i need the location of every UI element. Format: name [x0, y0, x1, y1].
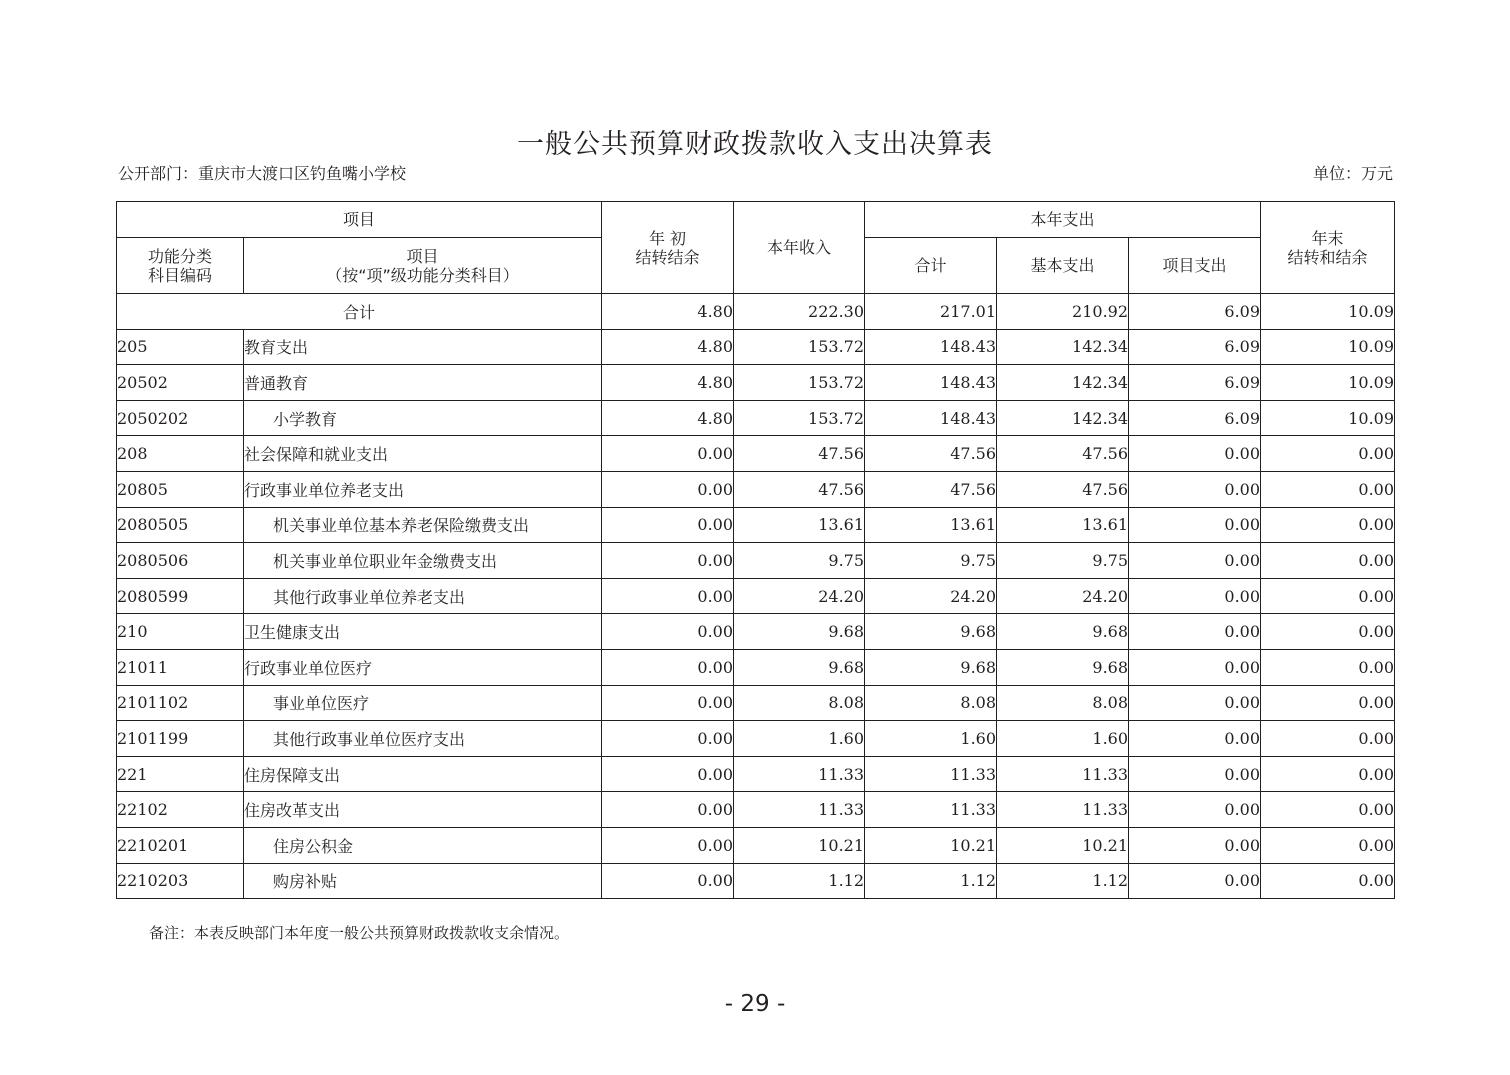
row-exp-total: 13.61	[865, 507, 997, 543]
row-income: 47.56	[734, 471, 865, 507]
table-row	[117, 863, 1395, 899]
row-exp-basic: 1.60	[997, 721, 1129, 757]
table-row	[117, 685, 1395, 721]
header-item-line2: （按“项”级功能分类科目）	[326, 265, 519, 285]
header-exp-basic: 基本支出	[997, 238, 1129, 294]
row-item-name: 小学教育	[244, 400, 602, 436]
row-exp-total: 24.20	[865, 578, 997, 614]
row-exp-project: 6.09	[1129, 365, 1261, 401]
row-exp-total: 9.68	[865, 649, 997, 685]
row-closing: 0.00	[1261, 614, 1395, 650]
row-exp-total: 9.68	[865, 614, 997, 650]
row-exp-total: 1.60	[865, 721, 997, 757]
row-exp-project: 0.00	[1129, 614, 1261, 650]
table-row	[117, 471, 1395, 507]
row-exp-project: 0.00	[1129, 863, 1261, 899]
row-opening: 0.00	[602, 543, 734, 579]
row-exp-basic: 142.34	[997, 365, 1129, 401]
row-closing: 0.00	[1261, 685, 1395, 721]
department-label: 公开部门：重庆市大渡口区钓鱼嘴小学校	[118, 164, 407, 183]
footnote: 备注：本表反映部门本年度一般公共预算财政拨款收支余情况。	[149, 924, 570, 942]
table-row	[117, 721, 1395, 757]
row-exp-project: 0.00	[1129, 507, 1261, 543]
row-exp-basic: 13.61	[997, 507, 1129, 543]
table-row	[117, 329, 1395, 365]
row-opening: 0.00	[602, 685, 734, 721]
row-closing: 0.00	[1261, 471, 1395, 507]
row-income: 24.20	[734, 578, 865, 614]
row-code: 2080505	[117, 507, 244, 543]
table-row	[117, 543, 1395, 579]
table-row	[117, 756, 1395, 792]
header-expenditure: 本年支出	[865, 202, 1261, 238]
header-exp-total: 合计	[865, 238, 997, 294]
table-body	[117, 294, 1395, 899]
row-exp-project: 6.09	[1129, 329, 1261, 365]
header-income: 本年收入	[734, 202, 865, 294]
row-code: 2101199	[117, 721, 244, 757]
row-exp-total: 148.43	[865, 329, 997, 365]
row-opening: 0.00	[602, 578, 734, 614]
row-exp-basic: 9.75	[997, 543, 1129, 579]
row-code: 2080506	[117, 543, 244, 579]
row-item-name: 机关事业单位职业年金缴费支出	[244, 543, 602, 579]
unit-label: 单位：万元	[1312, 164, 1393, 183]
row-exp-total: 47.56	[865, 436, 997, 472]
row-income: 13.61	[734, 507, 865, 543]
row-exp-total: 148.43	[865, 400, 997, 436]
table-row	[117, 578, 1395, 614]
row-code: 21011	[117, 649, 244, 685]
row-closing: 10.09	[1261, 400, 1395, 436]
total-closing: 10.09	[1261, 294, 1395, 330]
row-opening: 0.00	[602, 649, 734, 685]
header-func-code-line2: 科目编码	[147, 265, 212, 285]
row-item-name: 行政事业单位医疗	[244, 649, 602, 685]
row-opening: 0.00	[602, 756, 734, 792]
header-project: 项目	[117, 202, 602, 238]
row-code: 208	[117, 436, 244, 472]
total-row	[117, 294, 1395, 330]
table-row	[117, 827, 1395, 863]
row-exp-project: 0.00	[1129, 792, 1261, 828]
row-closing: 0.00	[1261, 756, 1395, 792]
row-closing: 0.00	[1261, 543, 1395, 579]
row-opening: 0.00	[602, 721, 734, 757]
row-closing: 0.00	[1261, 436, 1395, 472]
row-exp-basic: 1.12	[997, 863, 1129, 899]
table-row	[117, 649, 1395, 685]
table-row	[117, 436, 1395, 472]
row-code: 2210201	[117, 827, 244, 863]
row-opening: 0.00	[602, 863, 734, 899]
row-code: 20805	[117, 471, 244, 507]
row-closing: 0.00	[1261, 578, 1395, 614]
row-opening: 4.80	[602, 329, 734, 365]
row-item-name: 教育支出	[244, 329, 602, 365]
table-row	[117, 400, 1395, 436]
row-income: 9.68	[734, 649, 865, 685]
row-exp-project: 0.00	[1129, 685, 1261, 721]
budget-table	[116, 201, 1395, 899]
total-exp-project: 6.09	[1129, 294, 1261, 330]
header-exp-project: 项目支出	[1129, 238, 1261, 294]
header-func-code	[117, 238, 244, 294]
row-opening: 0.00	[602, 507, 734, 543]
row-exp-total: 148.43	[865, 365, 997, 401]
row-income: 153.72	[734, 400, 865, 436]
row-closing: 0.00	[1261, 507, 1395, 543]
page-number: - 29 -	[724, 991, 786, 1017]
row-code: 221	[117, 756, 244, 792]
total-label: 合计	[117, 294, 602, 330]
table-row	[117, 614, 1395, 650]
header-opening-balance	[602, 202, 734, 294]
row-exp-basic: 8.08	[997, 685, 1129, 721]
row-exp-project: 0.00	[1129, 436, 1261, 472]
header-closing-balance	[1261, 202, 1395, 294]
row-code: 2080599	[117, 578, 244, 614]
row-exp-project: 0.00	[1129, 543, 1261, 579]
row-item-name: 普通教育	[244, 365, 602, 401]
row-code: 22102	[117, 792, 244, 828]
row-income: 153.72	[734, 329, 865, 365]
header-item-line1: 项目	[406, 246, 439, 266]
row-opening: 0.00	[602, 827, 734, 863]
row-exp-basic: 47.56	[997, 436, 1129, 472]
row-income: 9.68	[734, 614, 865, 650]
row-item-name: 行政事业单位养老支出	[244, 471, 602, 507]
row-opening: 0.00	[602, 436, 734, 472]
row-code: 210	[117, 614, 244, 650]
header-opening-line2: 结转结余	[635, 247, 700, 267]
row-exp-project: 0.00	[1129, 471, 1261, 507]
row-item-name: 其他行政事业单位医疗支出	[244, 721, 602, 757]
row-item-name: 购房补贴	[244, 863, 602, 899]
row-exp-basic: 9.68	[997, 614, 1129, 650]
row-opening: 4.80	[602, 400, 734, 436]
row-code: 20502	[117, 365, 244, 401]
total-income: 222.30	[734, 294, 865, 330]
row-item-name: 住房改革支出	[244, 792, 602, 828]
row-code: 2101102	[117, 685, 244, 721]
header-closing-line2: 结转和结余	[1287, 247, 1368, 267]
row-exp-project: 0.00	[1129, 578, 1261, 614]
row-exp-project: 6.09	[1129, 400, 1261, 436]
row-item-name: 卫生健康支出	[244, 614, 602, 650]
row-code: 2210203	[117, 863, 244, 899]
row-income: 8.08	[734, 685, 865, 721]
total-opening: 4.80	[602, 294, 734, 330]
row-exp-project: 0.00	[1129, 756, 1261, 792]
table-row	[117, 365, 1395, 401]
table-row	[117, 792, 1395, 828]
row-income: 1.12	[734, 863, 865, 899]
row-exp-project: 0.00	[1129, 721, 1261, 757]
header-func-code-line1: 功能分类	[147, 246, 212, 266]
row-item-name: 其他行政事业单位养老支出	[244, 578, 602, 614]
row-opening: 4.80	[602, 365, 734, 401]
row-income: 153.72	[734, 365, 865, 401]
row-opening: 0.00	[602, 614, 734, 650]
row-exp-basic: 11.33	[997, 756, 1129, 792]
row-exp-total: 47.56	[865, 471, 997, 507]
row-item-name: 社会保障和就业支出	[244, 436, 602, 472]
total-exp-basic: 210.92	[997, 294, 1129, 330]
row-exp-basic: 47.56	[997, 471, 1129, 507]
row-closing: 10.09	[1261, 365, 1395, 401]
header-opening-line1: 年 初	[648, 228, 687, 248]
table-row	[117, 507, 1395, 543]
row-item-name: 住房公积金	[244, 827, 602, 863]
row-income: 11.33	[734, 756, 865, 792]
row-exp-total: 8.08	[865, 685, 997, 721]
row-exp-basic: 10.21	[997, 827, 1129, 863]
row-item-name: 事业单位医疗	[244, 685, 602, 721]
row-opening: 0.00	[602, 471, 734, 507]
row-exp-project: 0.00	[1129, 827, 1261, 863]
header-item	[244, 238, 602, 294]
row-code: 205	[117, 329, 244, 365]
row-closing: 0.00	[1261, 721, 1395, 757]
row-exp-basic: 11.33	[997, 792, 1129, 828]
row-closing: 0.00	[1261, 792, 1395, 828]
total-exp-total: 217.01	[865, 294, 997, 330]
row-exp-basic: 142.34	[997, 400, 1129, 436]
row-exp-basic: 142.34	[997, 329, 1129, 365]
row-income: 10.21	[734, 827, 865, 863]
row-closing: 0.00	[1261, 863, 1395, 899]
row-exp-basic: 9.68	[997, 649, 1129, 685]
row-closing: 0.00	[1261, 649, 1395, 685]
header-closing-line1: 年末	[1311, 228, 1344, 248]
row-exp-total: 1.12	[865, 863, 997, 899]
row-exp-total: 10.21	[865, 827, 997, 863]
row-opening: 0.00	[602, 792, 734, 828]
row-exp-total: 11.33	[865, 756, 997, 792]
row-exp-total: 9.75	[865, 543, 997, 579]
row-code: 2050202	[117, 400, 244, 436]
row-exp-total: 11.33	[865, 792, 997, 828]
page-title: 一般公共预算财政拨款收入支出决算表	[517, 129, 993, 160]
row-income: 9.75	[734, 543, 865, 579]
row-closing: 0.00	[1261, 827, 1395, 863]
row-income: 11.33	[734, 792, 865, 828]
row-income: 47.56	[734, 436, 865, 472]
row-income: 1.60	[734, 721, 865, 757]
row-exp-project: 0.00	[1129, 649, 1261, 685]
row-exp-basic: 24.20	[997, 578, 1129, 614]
row-closing: 10.09	[1261, 329, 1395, 365]
row-item-name: 住房保障支出	[244, 756, 602, 792]
row-item-name: 机关事业单位基本养老保险缴费支出	[244, 507, 602, 543]
